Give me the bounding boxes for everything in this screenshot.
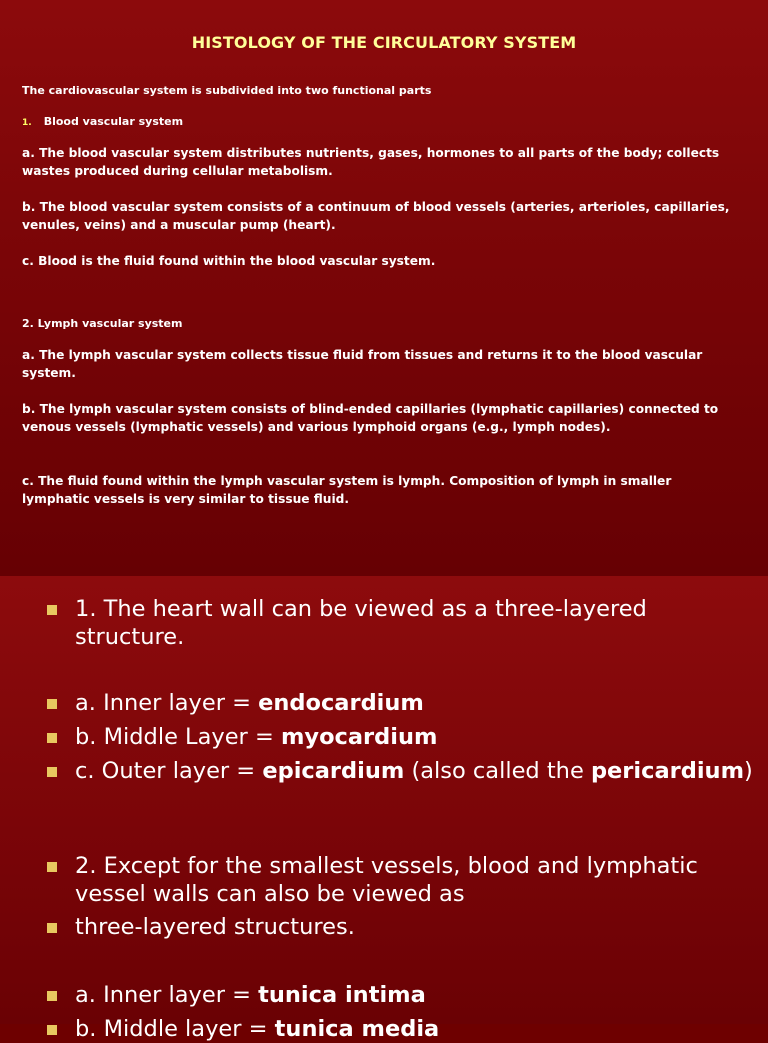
term-pericardium: pericardium [590, 758, 745, 784]
square-bullet-icon [47, 605, 57, 615]
term-myocardium: myocardium [280, 724, 438, 750]
bullet-prefix: c. Outer layer = [75, 758, 263, 784]
section2-item-c: c. The fluid found within the lymph vascular system is lymph. Composition of lymph in smaller lymphatic vessels is very similar to tissue fluid. [22, 474, 672, 506]
intro-text: The cardiovascular system is subdivided into two functional parts [22, 84, 432, 97]
section1-item-a: a. The blood vascular system distributes nutrients, gases, hormones to all parts of the body; collects wastes produced during cellular metabolism. [22, 146, 720, 178]
bullet-prefix: a. Inner layer = [75, 982, 259, 1008]
bullet-text: three-layered structures. [75, 914, 355, 940]
page-title: HISTOLOGY OF THE CIRCULATORY SYSTEM [191, 33, 577, 52]
bullet-prefix: b. Middle Layer = [75, 724, 281, 750]
section2-item-b: b. The lymph vascular system consists of blind-ended capillaries (lymphatic capillaries) connected to venous vessels (lymphatic vessels) and various lymphoid organs (e.g., lymph nodes). [22, 402, 719, 434]
bullet-mid: (also called the [404, 758, 591, 784]
term-tunica-media: tunica media [274, 1016, 440, 1042]
term-epicardium: epicardium [262, 758, 405, 784]
bullet-text: 1. The heart wall can be viewed as a three-layered structure. [75, 596, 647, 650]
section2-item-a: a. The lymph vascular system collects tissue fluid from tissues and returns it to the blood vascular system. [22, 348, 703, 380]
slide-page [0, 576, 768, 1042]
square-bullet-icon [47, 767, 57, 777]
section1-heading-label: Blood vascular system [43, 115, 184, 128]
section1-heading [22, 113, 742, 133]
square-bullet-icon [47, 699, 57, 709]
bullet-text [75, 757, 755, 785]
square-bullet-icon [47, 862, 57, 872]
bullet-prefix: a. Inner layer = [75, 690, 259, 716]
square-bullet-icon [47, 991, 57, 1001]
square-bullet-icon [47, 1025, 57, 1035]
bullet-prefix: b. Middle layer = [75, 1016, 275, 1042]
term-tunica-intima: tunica intima [258, 982, 426, 1008]
bullet-text [75, 689, 755, 717]
square-bullet-icon [47, 923, 57, 933]
bullet-text [75, 981, 755, 1009]
section1-item-b: b. The blood vascular system consists of a continuum of blood vessels (arteries, arterioles, capillaries, venules, veins) and a muscular pump (heart). [22, 200, 730, 232]
bullet-text: 2. Except for the smallest vessels, blood and lymphatic vessel walls can also be viewed as [75, 853, 698, 907]
bullet-suffix: ) [744, 758, 753, 784]
section1-item-c: c. Blood is the fluid found within the blood vascular system. [22, 254, 436, 268]
square-bullet-icon [47, 733, 57, 743]
term-endocardium: endocardium [258, 690, 424, 716]
bullet-text [75, 1015, 755, 1043]
section1-number: 1. [22, 118, 32, 128]
bullet-text [75, 723, 755, 751]
section2-heading: 2. Lymph vascular system [22, 317, 183, 330]
